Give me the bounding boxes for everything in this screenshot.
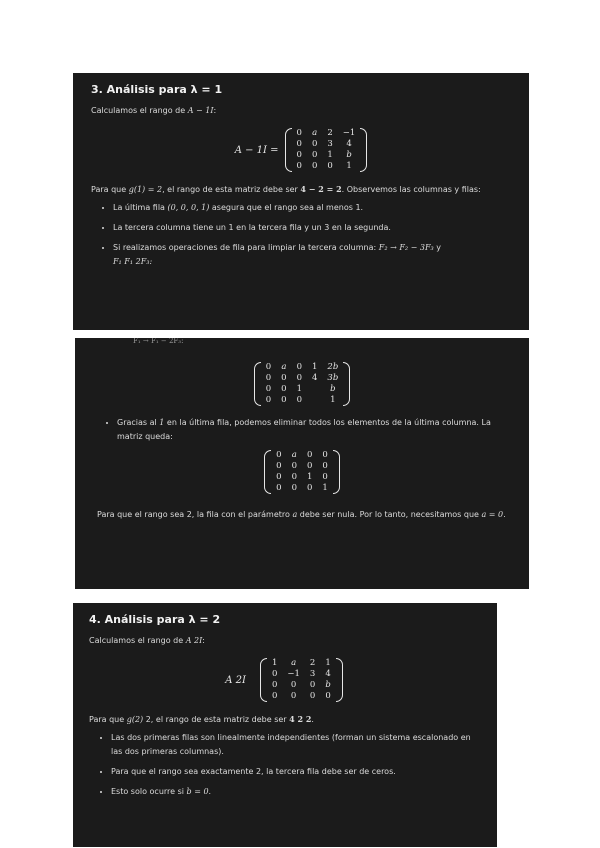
section-3-panel [73, 73, 529, 330]
section-4-heading: 4. Análisis para λ = 2 [89, 613, 221, 626]
matrix-cell: 0 [307, 483, 313, 493]
matrix-cell: 0 [271, 669, 278, 679]
matrix-row [292, 139, 361, 150]
matrix-cell: 0 [271, 691, 278, 701]
matrix-row [261, 395, 344, 406]
matrix-cell: 1 [307, 472, 313, 482]
matrix [285, 128, 368, 172]
matrix-cell: 2 [327, 128, 333, 138]
matrix-row [271, 472, 333, 483]
section-3b-bullets [97, 416, 507, 444]
matrix-cell: 1 [327, 150, 333, 160]
list-item: • Las dos primeras filas son linealmente independientes (forman un sistema escalonado en las dos primeras columnas). [111, 731, 479, 759]
matrix-cell: 0 [311, 150, 318, 160]
equation-a-minus-1i [91, 128, 511, 172]
section-3-heading: 3. Análisis para λ = 1 [91, 83, 223, 96]
matrix-cell: 3b [327, 373, 339, 383]
matrix-cell: 0 [290, 691, 297, 701]
matrix-cell: 4 [346, 139, 352, 149]
matrix-table [292, 128, 361, 172]
section-4-paragraph: Para que g(2) 2, el rango de esta matriz debe ser 4 2 2. [89, 714, 314, 724]
matrix-cell: 0 [296, 395, 302, 405]
matrix-cell: 1 [346, 161, 352, 171]
matrix-row [271, 450, 333, 461]
matrix-cell: 0 [311, 139, 318, 149]
matrix-cell: 0 [325, 691, 331, 701]
matrix-table [261, 362, 344, 406]
matrix-table [267, 658, 336, 702]
list-item: • La tercera columna tiene un 1 en la tercera fila y un 3 en la segunda. [113, 221, 511, 235]
matrix-cell: 0 [291, 461, 297, 471]
section-3-bullets [91, 201, 511, 269]
matrix-cell: 1 [296, 384, 302, 394]
matrix-row [267, 691, 336, 702]
matrix-cell: 0 [276, 461, 282, 471]
matrix-cell: 0 [271, 680, 278, 690]
section-3-intro: Calculamos el rango de A − 1I: [91, 106, 217, 115]
list-item: • Si realizamos operaciones de fila para limpiar la tercera columna: F₂ → F₂ − 3F₃ y F₁ F₁ 2F₃: [113, 241, 511, 269]
matrix-cell: 3 [309, 669, 316, 679]
matrix-cell: 0 [327, 161, 333, 171]
matrix-cell: 0 [296, 373, 302, 383]
matrix-cell: a [291, 450, 297, 460]
matrix-cell: 0 [276, 450, 282, 460]
matrix-cell: 4 [311, 373, 318, 383]
matrix-cell: 0 [291, 472, 297, 482]
matrix-row [292, 128, 361, 139]
list-item: • Esto solo ocurre si b = 0. [111, 785, 479, 799]
matrix-cell: 1 [322, 483, 328, 493]
matrix-cell: 0 [281, 384, 287, 394]
equation-a-minus-2i [89, 658, 479, 702]
matrix [254, 362, 351, 406]
matrix-row [267, 669, 336, 680]
resulting-matrix [97, 450, 507, 494]
matrix-table [271, 450, 333, 494]
matrix-cell: 3 [327, 139, 333, 149]
matrix-row [292, 161, 361, 172]
matrix-row [267, 658, 336, 669]
matrix-cell: 0 [291, 483, 297, 493]
matrix-after-row-ops [97, 362, 507, 406]
matrix-cell: 1 [325, 658, 331, 668]
matrix-cell: 0 [265, 384, 272, 394]
matrix-row [271, 461, 333, 472]
matrix-cell: 0 [296, 150, 302, 160]
matrix-cell: b [330, 384, 336, 394]
matrix-cell: 0 [307, 450, 313, 460]
matrix-cell: b [346, 150, 352, 160]
matrix-cell: 0 [281, 395, 287, 405]
matrix-cell: 1 [330, 395, 336, 405]
matrix-cell [307, 384, 322, 395]
matrix-cell: 0 [296, 128, 302, 138]
matrix-cell: a [281, 362, 287, 372]
matrix-row [271, 483, 333, 494]
matrix-cell: 0 [276, 472, 282, 482]
matrix-cell: 0 [296, 139, 302, 149]
matrix-cell: 0 [311, 161, 318, 171]
equation-lhs: A − 1I = [234, 144, 279, 156]
matrix-cell: 0 [322, 450, 328, 460]
matrix-cell: 0 [309, 691, 316, 701]
matrix-cell: 0 [322, 472, 328, 482]
matrix-cell: 0 [296, 362, 302, 372]
matrix-cell: 0 [309, 680, 316, 690]
matrix-cell: 0 [322, 461, 328, 471]
section-4-bullets [89, 731, 479, 799]
section-3-paragraph: Para que g(1) = 2, el rango de esta matriz debe ser 4 − 2 = 2. Observemos las columnas y filas: [91, 184, 481, 194]
matrix-cell: 0 [296, 161, 302, 171]
matrix-cell [307, 395, 322, 406]
matrix-row [261, 362, 344, 373]
matrix-cell: 4 [325, 669, 331, 679]
matrix-cell: 0 [307, 461, 313, 471]
matrix-cell: b [325, 680, 331, 690]
matrix-cell: a [291, 658, 297, 668]
section-4-panel [73, 603, 497, 847]
matrix-row [292, 150, 361, 161]
equation-lhs: A 2I [225, 674, 246, 686]
matrix-cell: 0 [276, 483, 282, 493]
matrix-cell: 0 [281, 373, 287, 383]
matrix-row [267, 680, 336, 691]
section-3b-conclusion: Para que el rango sea 2, la fila con el parámetro a debe ser nula. Por lo tanto, necesitamos que a = 0. [97, 510, 506, 519]
matrix-cell: a [312, 128, 318, 138]
matrix-cell: 2b [327, 362, 339, 372]
section-3-continued-panel [75, 338, 529, 589]
cut-off-line: F₁ → F₁ − 2F₃: [133, 338, 184, 344]
matrix-cell: 0 [265, 373, 272, 383]
section-4-intro: Calculamos el rango de A 2I: [89, 636, 205, 645]
matrix-cell: −1 [342, 128, 356, 138]
matrix [260, 658, 343, 702]
matrix-cell: −1 [287, 669, 300, 679]
matrix [264, 450, 340, 494]
matrix-cell: 0 [290, 680, 297, 690]
matrix-row [261, 384, 344, 395]
matrix-cell: 1 [311, 362, 318, 372]
matrix-row [261, 373, 344, 384]
matrix-cell: 0 [265, 395, 272, 405]
list-item: • Gracias al 1 en la última fila, podemos eliminar todos los elementos de la última columna. La matriz queda: [117, 416, 507, 444]
matrix-cell: 2 [309, 658, 316, 668]
matrix-cell: 1 [271, 658, 278, 668]
list-item: • La última fila (0, 0, 0, 1) asegura que el rango sea al menos 1. [113, 201, 511, 215]
list-item: • Para que el rango sea exactamente 2, la tercera fila debe ser de ceros. [111, 765, 479, 779]
matrix-cell: 0 [265, 362, 272, 372]
